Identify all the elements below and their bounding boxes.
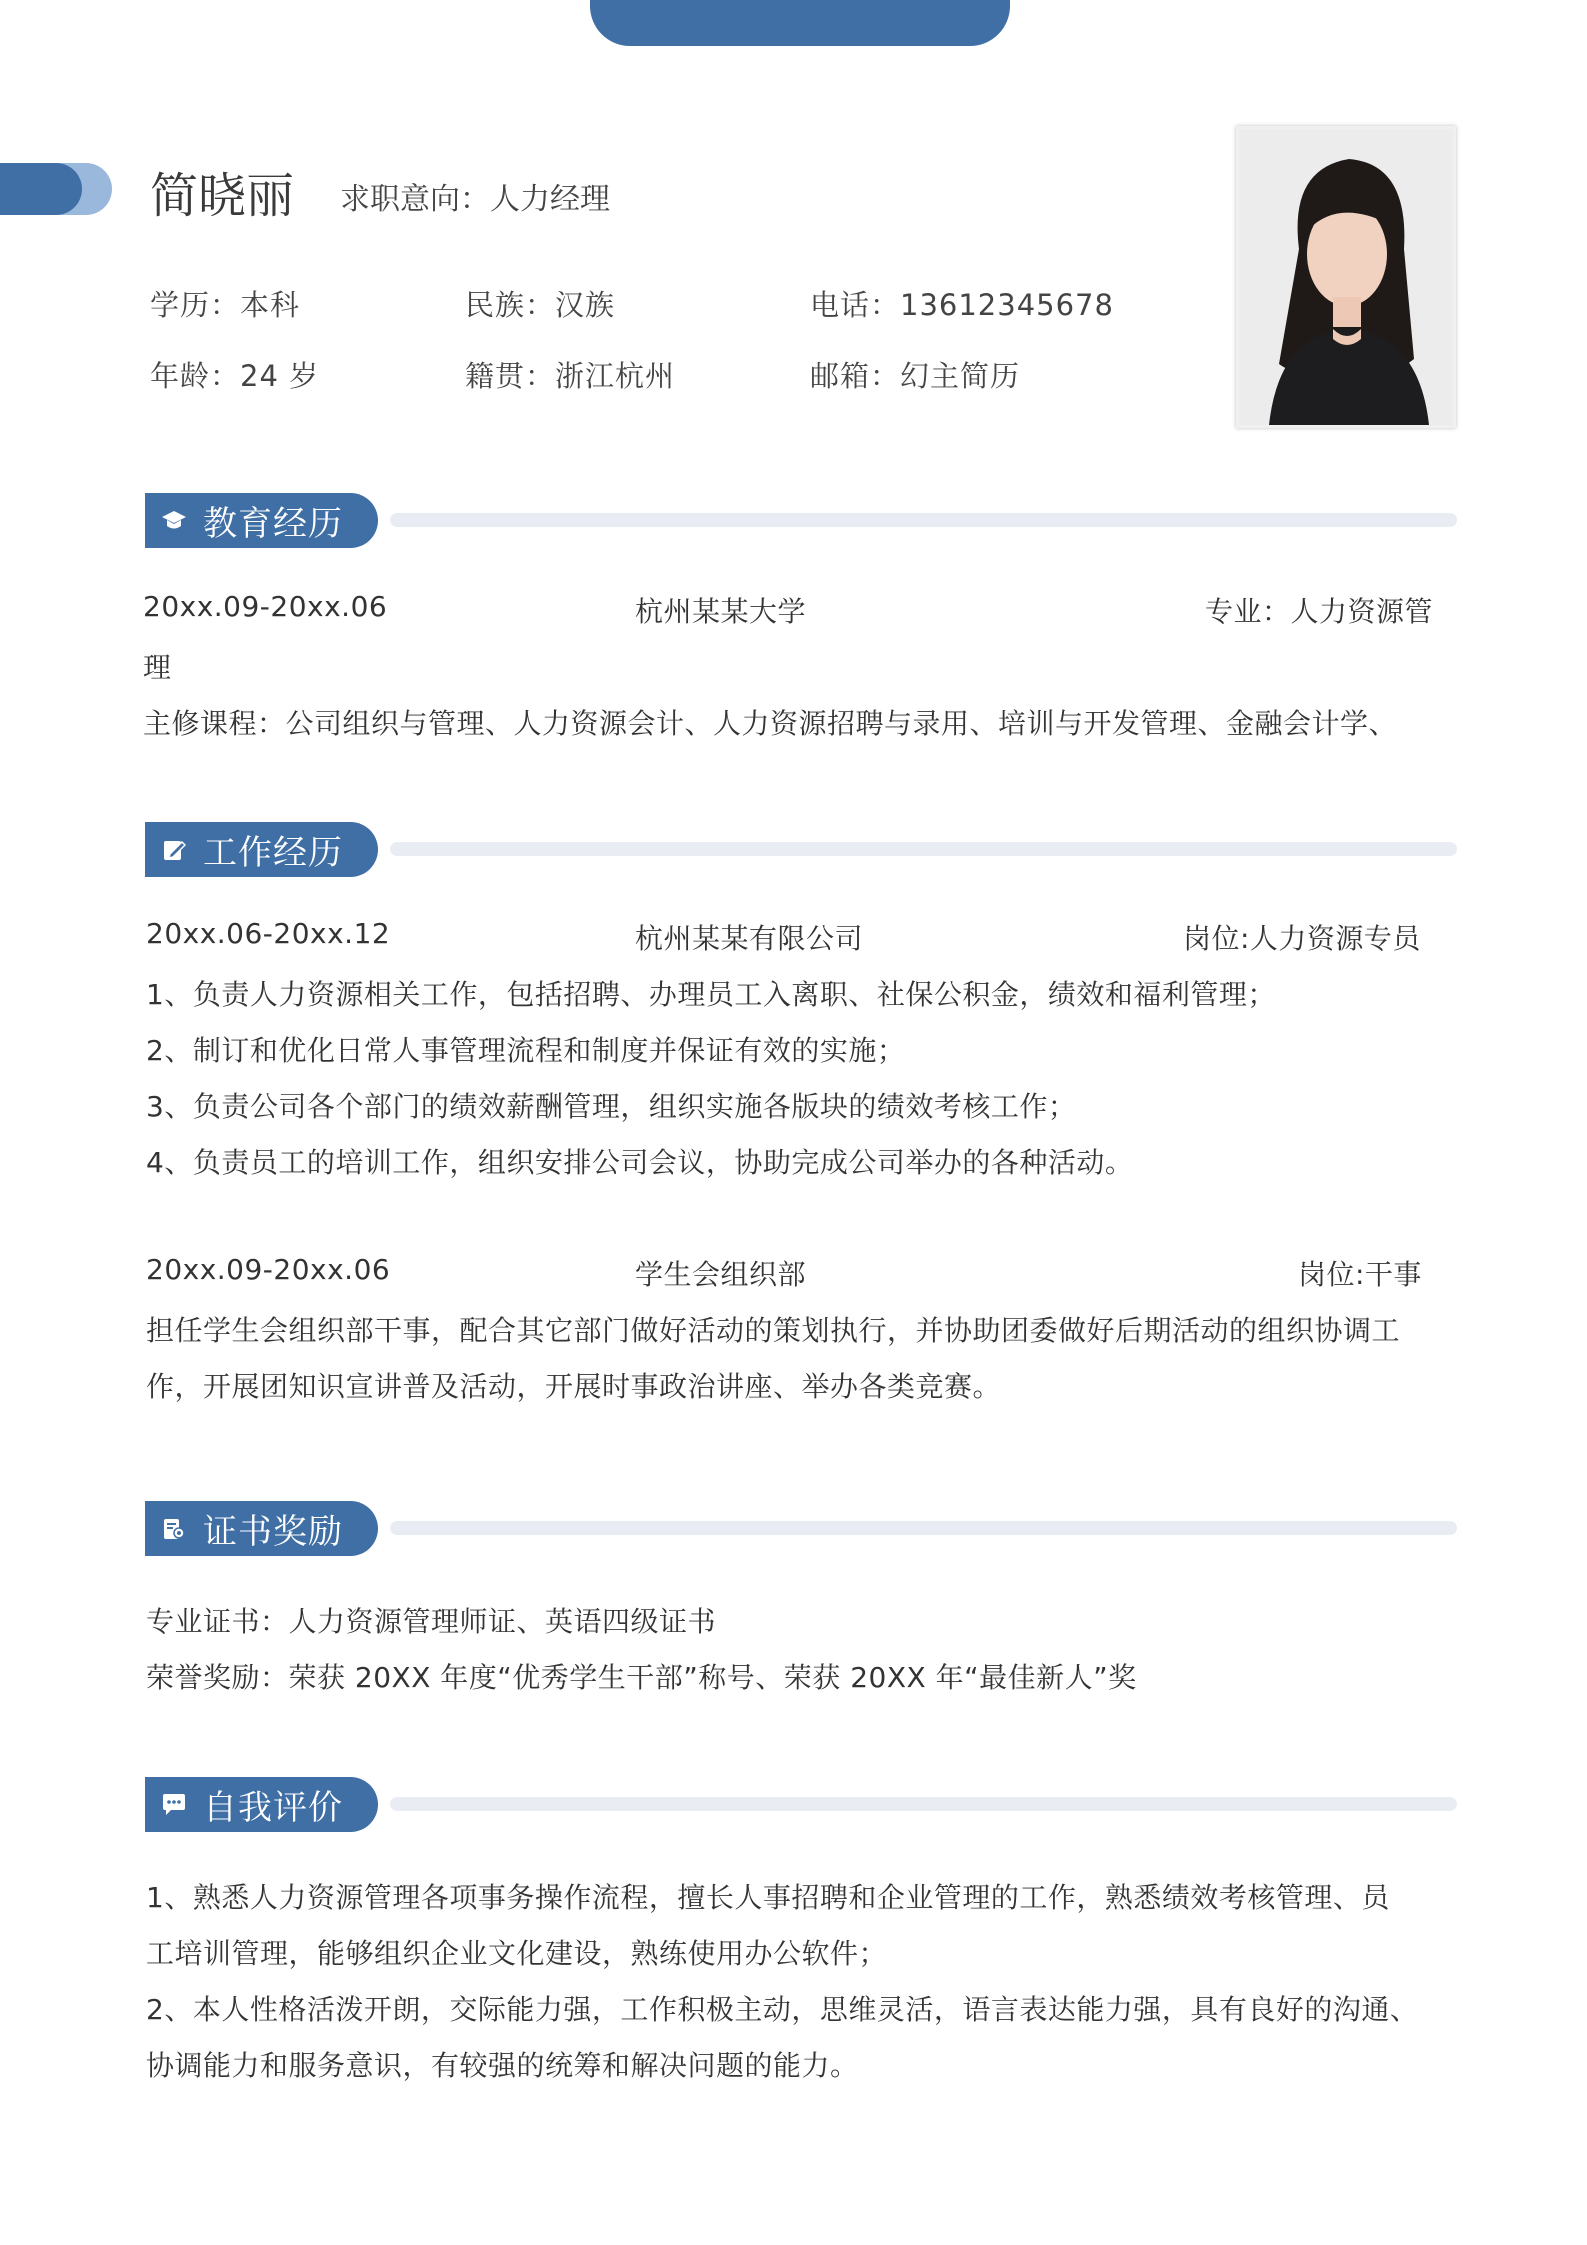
info-ethnicity: 民族：汉族 bbox=[465, 288, 616, 322]
job1-date: 20xx.06-20xx.12 bbox=[146, 917, 391, 950]
graduation-cap-icon bbox=[161, 508, 187, 534]
certs-line: 荣誉奖励：荣获 20XX 年度“优秀学生干部”称号、荣获 20XX 年“最佳新人”奖 bbox=[146, 1661, 1137, 1694]
section-header-education bbox=[145, 493, 378, 548]
section-divider-self bbox=[390, 1797, 1457, 1811]
profile-photo bbox=[1236, 126, 1456, 428]
certs-line: 专业证书：人力资源管理师证、英语四级证书 bbox=[146, 1605, 717, 1638]
section-title-certs: 证书奖励 bbox=[203, 1512, 343, 1552]
job-intent: 求职意向：人力经理 bbox=[340, 182, 610, 217]
education-date: 20xx.09-20xx.06 bbox=[143, 590, 388, 623]
job1-item: 1、负责人力资源相关工作，包括招聘、办理员工入离职、社保公积金，绩效和福利管理； bbox=[146, 978, 1276, 1011]
section-header-certs bbox=[145, 1501, 378, 1556]
section-title-self: 自我评价 bbox=[203, 1788, 343, 1828]
certificate-icon bbox=[161, 1516, 187, 1542]
info-hometown: 籍贯：浙江杭州 bbox=[465, 359, 676, 393]
section-header-work bbox=[145, 822, 378, 877]
section-divider-certs bbox=[390, 1521, 1457, 1535]
job2-line: 作，开展团知识宣讲普及活动，开展时事政治讲座、举办各类竞赛。 bbox=[146, 1370, 1002, 1403]
info-email: 邮箱：幻主简历 bbox=[810, 359, 1021, 393]
education-major: 专业：人力资源管 bbox=[1205, 595, 1434, 628]
section-title-education: 教育经历 bbox=[203, 504, 343, 544]
info-education: 学历：本科 bbox=[150, 288, 301, 322]
section-title-work: 工作经历 bbox=[203, 833, 343, 873]
chat-bubble-icon bbox=[161, 1792, 187, 1818]
edit-document-icon bbox=[161, 837, 187, 863]
section-divider-work bbox=[390, 842, 1457, 856]
education-school: 杭州某某大学 bbox=[635, 595, 807, 628]
top-decor-tab bbox=[590, 0, 1010, 46]
job1-item: 2、制订和优化日常人事管理流程和制度并保证有效的实施； bbox=[146, 1034, 906, 1067]
education-major-wrap: 理 bbox=[143, 651, 172, 684]
left-decor-pill bbox=[0, 163, 82, 215]
self-line: 协调能力和服务意识，有较强的统筹和解决问题的能力。 bbox=[146, 2049, 859, 2082]
job2-company: 学生会组织部 bbox=[635, 1258, 807, 1291]
job2-line: 担任学生会组织部干事，配合其它部门做好活动的策划执行，并协助团委做好后期活动的组织协调工 bbox=[146, 1314, 1401, 1347]
education-courses: 主修课程：公司组织与管理、人力资源会计、人力资源招聘与录用、培训与开发管理、金融会计学、 bbox=[143, 707, 1398, 740]
candidate-name: 简晓丽 bbox=[150, 168, 295, 224]
self-line: 2、本人性格活泼开朗，交际能力强，工作积极主动，思维灵活，语言表达能力强，具有良好的沟通、 bbox=[146, 1993, 1419, 2026]
info-phone: 电话：13612345678 bbox=[810, 288, 1114, 322]
job1-item: 3、负责公司各个部门的绩效薪酬管理，组织实施各版块的绩效考核工作； bbox=[146, 1090, 1077, 1123]
job2-date: 20xx.09-20xx.06 bbox=[146, 1253, 391, 1286]
self-line: 工培训管理，能够组织企业文化建设，熟练使用办公软件； bbox=[146, 1937, 888, 1970]
section-divider-education bbox=[390, 513, 1457, 527]
job2-position: 岗位:干事 bbox=[1298, 1258, 1422, 1291]
info-age: 年龄：24 岁 bbox=[150, 359, 320, 393]
job1-item: 4、负责员工的培训工作，组织安排公司会议，协助完成公司举办的各种活动。 bbox=[146, 1146, 1134, 1179]
self-line: 1、熟悉人力资源管理各项事务操作流程，擅长人事招聘和企业管理的工作，熟悉绩效考核管理、员 bbox=[146, 1881, 1390, 1914]
job1-position: 岗位:人力资源专员 bbox=[1183, 922, 1421, 955]
job1-company: 杭州某某有限公司 bbox=[635, 922, 864, 955]
section-header-self bbox=[145, 1777, 378, 1832]
